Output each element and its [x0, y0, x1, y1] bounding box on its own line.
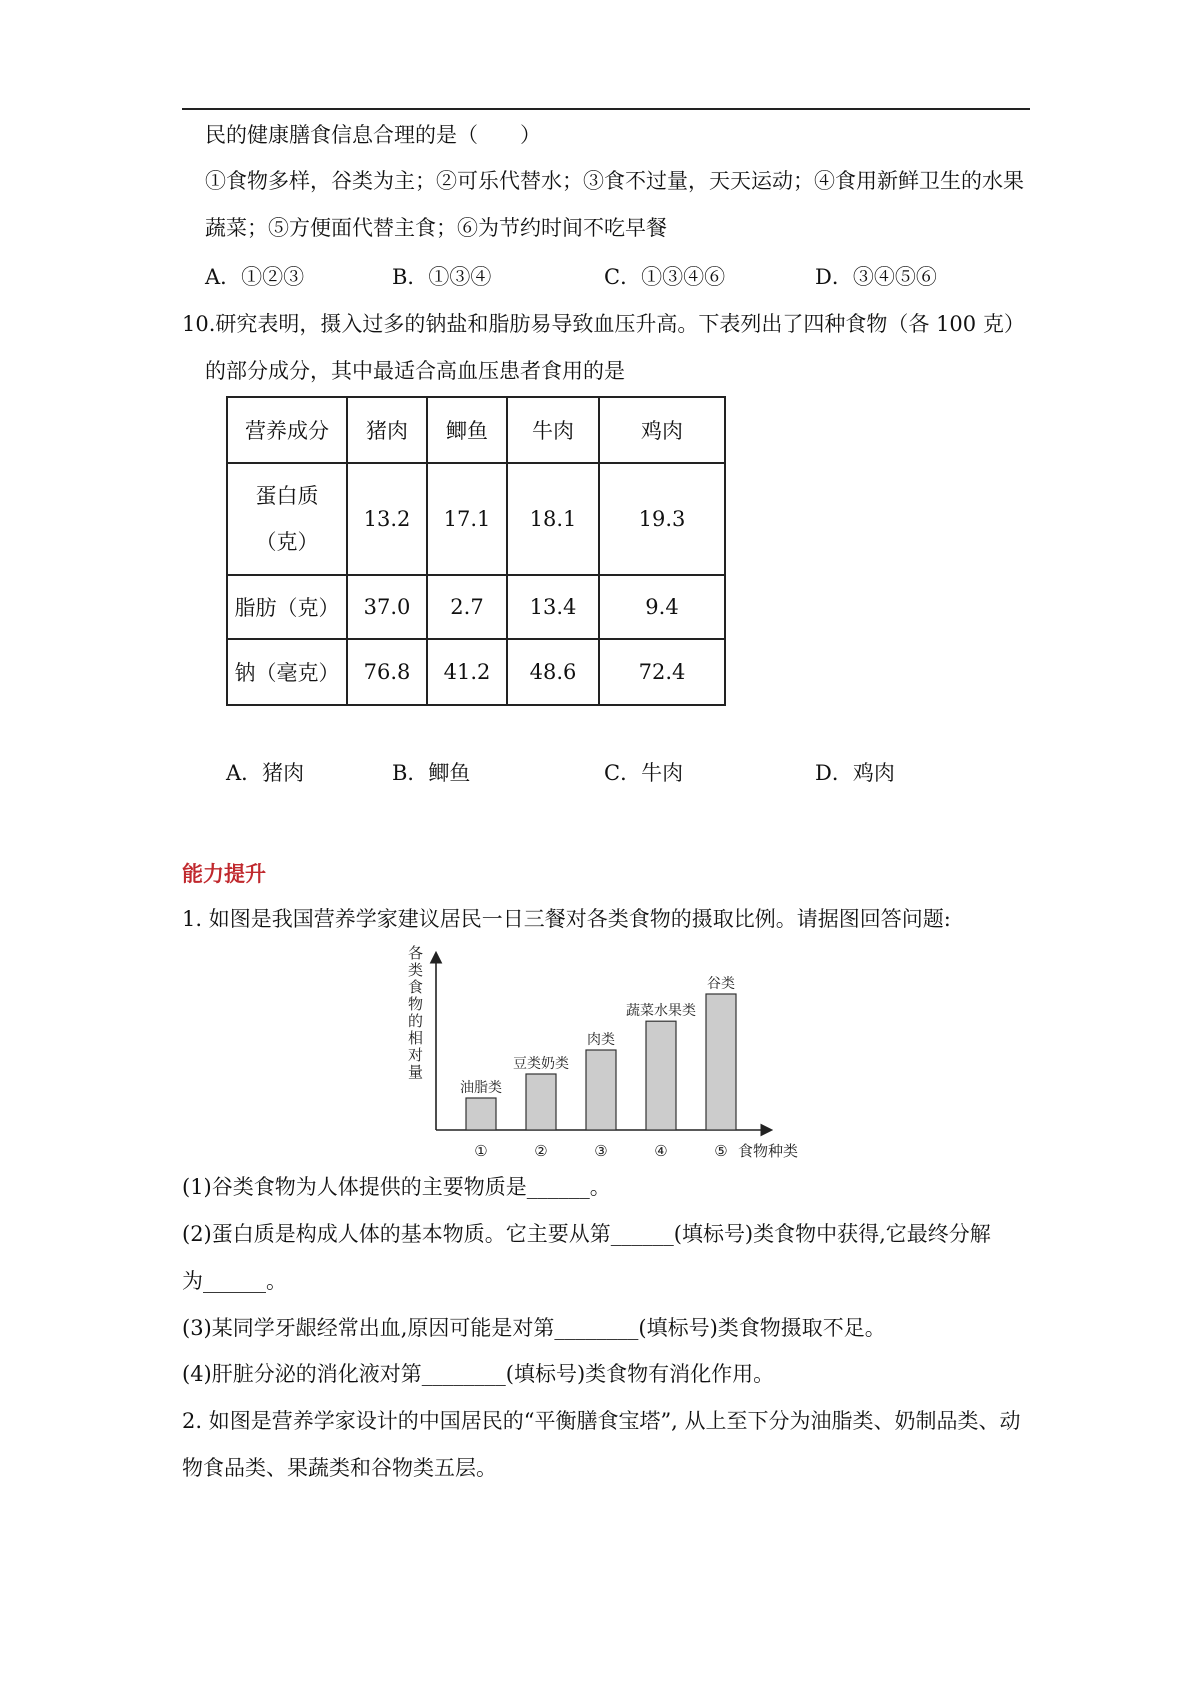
- q9-option-b[interactable]: B．①③④: [392, 265, 492, 289]
- bar: [706, 994, 736, 1130]
- table-header: 鸡肉: [599, 397, 725, 463]
- x-tick-label: ④: [654, 1142, 668, 1160]
- p2-stem-line1: 2. 如图是营养学家设计的中国居民的“平衡膳食宝塔”, 从上至下分为油脂类、奶制品类、动: [182, 1409, 1021, 1433]
- q9-items-line1: ①食物多样，谷类为主；②可乐代替水；③食不过量，天天运动；④食用新鲜卫生的水果: [205, 169, 1024, 193]
- table-header: 牛肉: [507, 397, 599, 463]
- table-cell: 13.2: [347, 463, 427, 575]
- bar: [526, 1074, 556, 1130]
- q10-option-b[interactable]: B．鲫鱼: [392, 761, 471, 785]
- q10-option-d[interactable]: D．鸡肉: [815, 761, 895, 785]
- table-cell: 13.4: [507, 575, 599, 639]
- bar-label: 谷类: [707, 976, 735, 992]
- x-tick-label: ②: [534, 1142, 548, 1160]
- table-header: 鲫鱼: [427, 397, 507, 463]
- x-axis-label: 食物种类: [738, 1142, 799, 1160]
- table-row: [227, 575, 725, 639]
- y-axis-label-char: 各: [408, 944, 424, 962]
- q9-option-d[interactable]: D．③④⑤⑥: [815, 265, 937, 289]
- p1-subq1: (1)谷类食物为人体提供的主要物质是______。: [182, 1175, 611, 1199]
- table-cell: 48.6: [507, 639, 599, 705]
- y-axis-label-char: 物: [408, 995, 424, 1013]
- p2-stem-line2: 物食品类、果蔬类和谷物类五层。: [182, 1456, 497, 1480]
- y-axis-label: [408, 944, 423, 1081]
- y-axis-label-char: 量: [408, 1063, 424, 1081]
- table-row: [227, 463, 725, 575]
- bar: [586, 1050, 616, 1130]
- x-tick-label: ⑤: [714, 1142, 728, 1160]
- q9-option-c[interactable]: C．①③④⑥: [604, 265, 726, 289]
- p1-subq4: (4)肝脏分泌的消化液对第________(填标号)类食物有消化作用。: [182, 1362, 775, 1386]
- row-label: [227, 463, 347, 575]
- y-axis-label-char: 的: [408, 1012, 424, 1030]
- row-label-line1: 蛋白质: [255, 484, 319, 508]
- q10-option-a[interactable]: A．猪肉: [226, 761, 305, 785]
- bar-label: 豆类奶类: [513, 1056, 569, 1072]
- x-tick-label: ③: [594, 1142, 608, 1160]
- q9-items-line2: 蔬菜；⑤方便面代替主食；⑥为节约时间不吃早餐: [205, 216, 667, 240]
- bar-label: 肉类: [587, 1032, 615, 1048]
- p1-stem: 1. 如图是我国营养学家建议居民一日三餐对各类食物的摄取比例。请据图回答问题:: [182, 907, 951, 931]
- q9-stem: 民的健康膳食信息合理的是（ ）: [205, 123, 541, 147]
- y-axis-label-char: 食: [408, 978, 424, 996]
- table-cell: 18.1: [507, 463, 599, 575]
- row-label-line2: （克）: [255, 530, 319, 554]
- bar: [646, 1021, 676, 1130]
- table-cell: 19.3: [599, 463, 725, 575]
- table-cell: 2.7: [427, 575, 507, 639]
- table-cell: 9.4: [599, 575, 725, 639]
- p1-subq3: (3)某同学牙龈经常出血,原因可能是对第________(填标号)类食物摄取不足。: [182, 1316, 886, 1340]
- q9-option-a[interactable]: A．①②③: [205, 265, 305, 289]
- row-label: 钠（毫克）: [227, 639, 347, 705]
- bar: [466, 1098, 496, 1130]
- table-cell: 37.0: [347, 575, 427, 639]
- section-title: 能力提升: [182, 862, 266, 886]
- nutrition-table: [226, 396, 726, 706]
- q10-stem-line2: 的部分成分，其中最适合高血压患者食用的是: [205, 359, 625, 383]
- q10-stem-line1: 10.研究表明，摄入过多的钠盐和脂肪易导致血压升高。下表列出了四种食物（各 100 克）: [182, 312, 1025, 336]
- x-tick-label: ①: [474, 1142, 488, 1160]
- y-axis-label-char: 相: [408, 1029, 424, 1047]
- table-cell: 41.2: [427, 639, 507, 705]
- table-header: 猪肉: [347, 397, 427, 463]
- y-axis-label-char: 类: [408, 961, 424, 979]
- p1-subq2-line1: (2)蛋白质是构成人体的基本物质。它主要从第______(填标号)类食物中获得,它最终分解: [182, 1222, 991, 1246]
- food-ratio-chart: [390, 938, 810, 1170]
- bar-label: 蔬菜水果类: [626, 1003, 696, 1020]
- table-header-row: [227, 397, 725, 463]
- table-cell: 76.8: [347, 639, 427, 705]
- bar-label: 油脂类: [460, 1080, 502, 1096]
- header-rule: [182, 108, 1030, 110]
- q10-option-c[interactable]: C．牛肉: [604, 761, 684, 785]
- y-axis-label-char: 对: [408, 1046, 424, 1064]
- table-cell: 17.1: [427, 463, 507, 575]
- table-row: [227, 639, 725, 705]
- row-label: 脂肪（克）: [227, 575, 347, 639]
- table-cell: 72.4: [599, 639, 725, 705]
- table-header: 营养成分: [227, 397, 347, 463]
- p1-subq2-line2: 为______。: [182, 1269, 287, 1293]
